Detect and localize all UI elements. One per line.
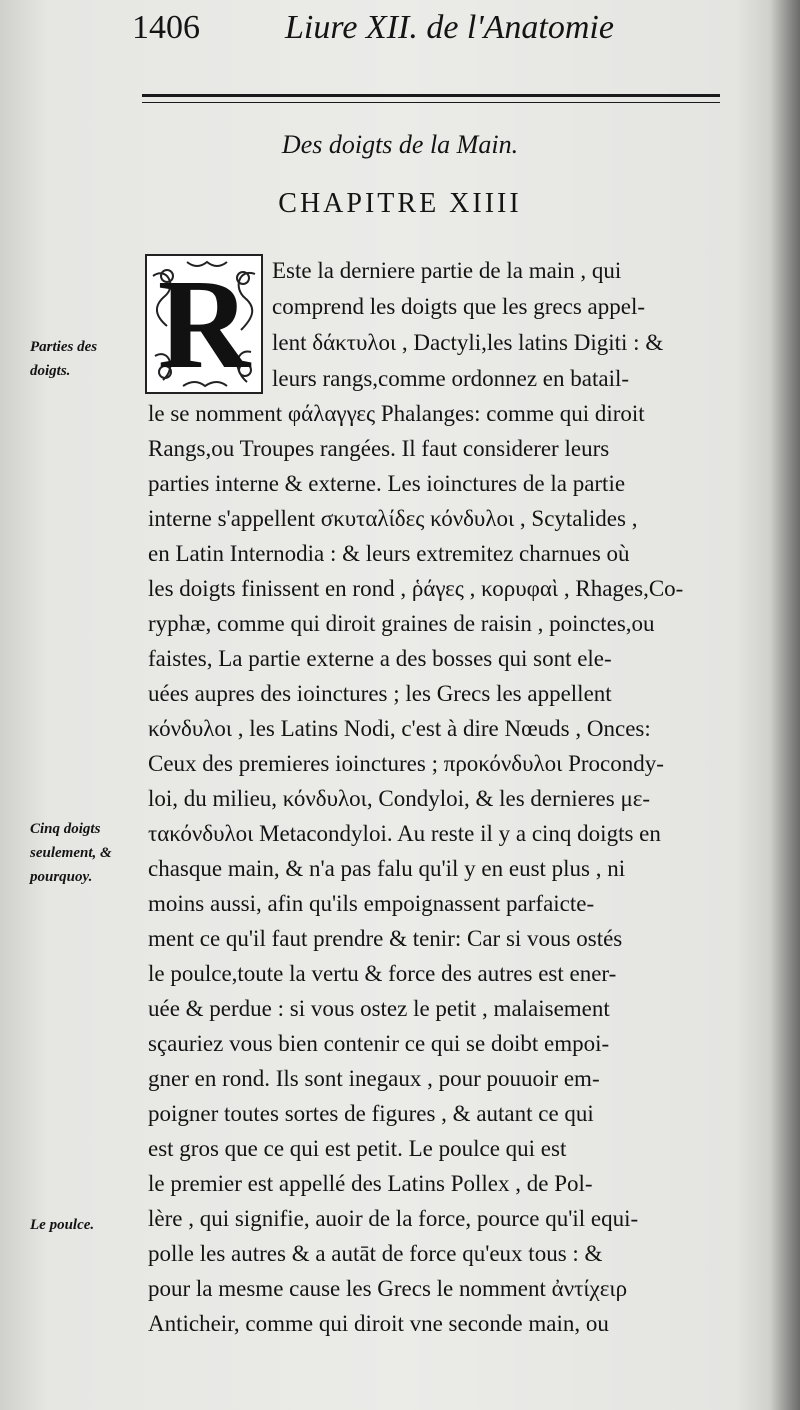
text-line: en Latin Internodia : & leurs extremitez charnues où <box>148 541 630 566</box>
text-line: ryphæ, comme qui diroit graines de raisin , poinctes,ou <box>148 611 655 636</box>
margin-note: Cinq doigts <box>30 821 101 837</box>
text-line: parties interne & externe. Les ioinctures de la partie <box>148 471 626 496</box>
text-line: uées aupres des ioinctures ; les Grecs les appellent <box>148 681 612 706</box>
text-line: est gros que ce qui est petit. Le poulce qui est <box>148 1136 567 1161</box>
drop-cap-letter: R <box>157 253 251 395</box>
margin-note: Le poulce. <box>30 1217 95 1233</box>
text-line: lère , qui signifie, auoir de la force, pource qu'il equi- <box>148 1206 639 1231</box>
text-line: sçauriez vous bien contenir ce qui se doibt empoi- <box>148 1031 610 1056</box>
text-line: polle les autres & a autāt de force qu'eux tous : & <box>148 1241 603 1266</box>
running-head-title: Liure XII. de l'Anatomie <box>285 9 614 46</box>
page-number: 1406 <box>132 9 200 46</box>
text-line: le se nomment φάλαγγες Phalanges: comme qui diroit <box>148 401 645 426</box>
text-line: Ceux des premieres ioinctures ; προκόνδυλοι Procondy- <box>148 751 664 776</box>
header-rule <box>142 94 720 103</box>
text-line: chasque main, & n'a pas falu qu'il y en eust plus , ni <box>148 856 626 881</box>
running-head <box>120 6 680 50</box>
margin-note: seulement, & <box>30 845 112 861</box>
text-line: Este la derniere partie de la main , qui <box>272 258 622 283</box>
section-title: Des doigts de la Main. <box>281 130 519 159</box>
text-line: faistes, La partie externe a des bosses qui sont ele- <box>148 646 612 671</box>
margin-note: doigts. <box>30 363 71 379</box>
text-line: Anticheir, comme qui diroit vne seconde main, ou <box>148 1311 609 1336</box>
text-line: τακόνδυλοι Metacondyloi. Au reste il y a cinq doigts en <box>148 821 661 846</box>
chapter-title: CHAPITRE XIIII <box>278 188 522 219</box>
text-line: leurs rangs,comme ordonnez en batail- <box>272 366 630 391</box>
text-line: Rangs,ou Troupes rangées. Il faut considerer leurs <box>148 436 610 461</box>
text-line: le premier est appellé des Latins Pollex , de Pol- <box>148 1171 593 1196</box>
text-line: poigner toutes sortes de figures , & autant ce qui <box>148 1101 594 1126</box>
text-line: loi, du milieu, κόνδυλοι, Condyloi, & les dernieres με- <box>148 786 651 811</box>
text-line: uée & perdue : si vous ostez le petit , malaisement <box>148 996 610 1021</box>
text-line: interne s'appellent σκυταλίδες κόνδυλοι , Scytalides , <box>148 506 638 531</box>
text-line: les doigts finissent en rond , ῥάγες , κορυφαὶ , Rhages,Co- <box>148 576 684 601</box>
text-line: κόνδυλοι , les Latins Nodi, c'est à dire Nœuds , Onces: <box>148 716 651 741</box>
ornamental-drop-cap <box>145 254 263 394</box>
text-line: pour la mesme cause les Grecs le nomment ἀντίχειρ <box>148 1276 628 1301</box>
text-line: lent δάκτυλοι , Dactyli,les latins Digiti : & <box>272 330 664 355</box>
text-line: moins aussi, afin qu'ils empoignassent parfaicte- <box>148 891 595 916</box>
margin-note: pourquoy. <box>30 869 93 885</box>
text-line: ment ce qu'il faut prendre & tenir: Car si vous ostés <box>148 926 623 951</box>
text-line: comprend les doigts que les grecs appel- <box>272 294 645 319</box>
margin-note: Parties des <box>30 339 98 355</box>
text-line: gner en rond. Ils sont inegaux , pour pouuoir em- <box>148 1066 600 1091</box>
text-line: le poulce,toute la vertu & force des autres est ener- <box>148 961 617 986</box>
